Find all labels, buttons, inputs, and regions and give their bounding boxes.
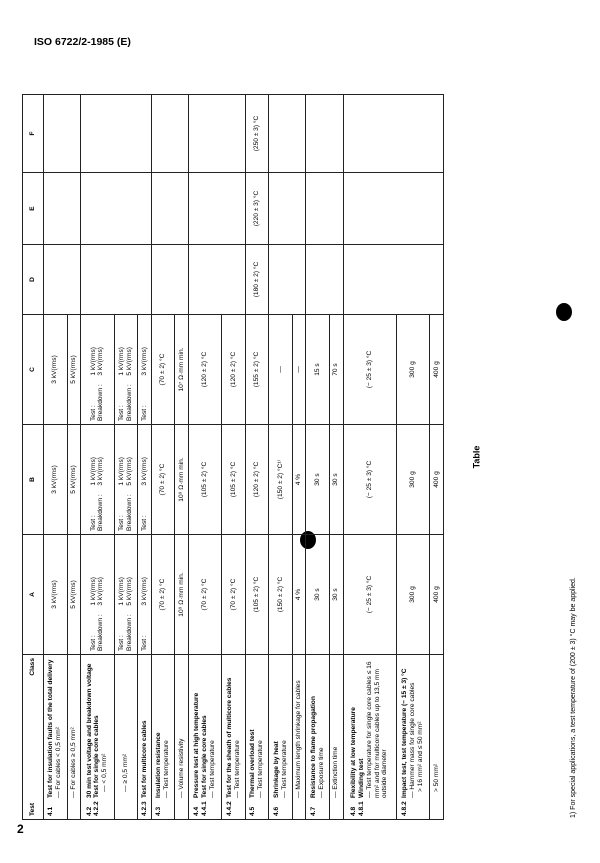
cell-b: 400 g [430, 425, 444, 535]
cell-d [343, 245, 443, 315]
requirements-table [22, 94, 444, 820]
table-row [343, 95, 396, 820]
cell-f [269, 95, 306, 173]
cell-a: 30 s [329, 535, 343, 655]
cell-c: (70 ± 2) °C [151, 315, 175, 425]
cell-a: (150 ± 2) °C [269, 535, 293, 655]
cell-a: Test :3 kV(rms) [138, 535, 152, 655]
table-row [44, 95, 68, 820]
cell-c: 300 g [396, 315, 429, 425]
column-header-e: E [23, 173, 44, 245]
table-footnote: 1) For special applications, a test temperature of (200 ± 3) °C may be applied. [570, 577, 577, 818]
row-label: 4.4Pressure test at high temperature 4.4.1Test for single core cables — Test temperature [188, 655, 221, 820]
cell-c: Test :1 kV(rms) Breakdown :5 kV(rms) [114, 315, 138, 425]
row-label: 4.6Shrinkage by heat — Test temperature [269, 655, 293, 820]
column-header-test: Test Class [23, 655, 44, 820]
cell-b: (70 ± 2) °C [151, 425, 175, 535]
cell-b: (120 ± 2) °C [245, 425, 269, 535]
cell-b: 30 s [329, 425, 343, 535]
cell-a: 3 kV(rms) [44, 535, 68, 655]
table-row [269, 95, 293, 820]
rotated-table-container [22, 95, 444, 820]
cell-d [44, 245, 81, 315]
cell-c: Test :3 kV(rms) [138, 315, 152, 425]
cell-c: Test :1 kV(rms) Breakdown :3 kV(rms) [81, 315, 114, 425]
table-row [81, 95, 114, 820]
cell-d: (180 ± 2) °C [245, 245, 269, 315]
table-title: Table [471, 445, 482, 469]
cell-c: 5 kV(rms) [67, 315, 81, 425]
cell-e [306, 173, 343, 245]
cell-b: 300 g [396, 425, 429, 535]
cell-e [269, 173, 306, 245]
cell-a: (105 ± 2) °C [245, 535, 269, 655]
cell-f [188, 95, 245, 173]
row-label: — For cables ≥ 0,5 mm² [67, 655, 81, 820]
cell-a: 300 g [396, 535, 429, 655]
row-label: 4.2.3Test for multicore cables [138, 655, 152, 820]
cell-d [306, 245, 343, 315]
column-header-b: B [23, 425, 44, 535]
table-row [245, 95, 269, 820]
cell-c: 15 s [306, 315, 330, 425]
cell-b: Test :3 kV(rms) [138, 425, 152, 535]
cell-a: (70 ± 2) °C [151, 535, 175, 655]
row-label: 4.8Flexibility at low temperature 4.8.1Winding test — Test temperature for single core cables ≤ 16 mm² and for multicore cables up to 13,5 mm outside diameter [343, 655, 396, 820]
cell-a: 10⁹ Ω·mm min. [175, 535, 189, 655]
cell-f [81, 95, 152, 173]
cell-b: 3 kV(rms) [44, 425, 68, 535]
cell-b: 30 s [306, 425, 330, 535]
cell-f: (250 ± 3) °C [245, 95, 269, 173]
cell-d [188, 245, 245, 315]
cell-c: 400 g [430, 315, 444, 425]
cell-a: 400 g [430, 535, 444, 655]
cell-e [151, 173, 188, 245]
cell-b: Test :1 kV(rms) Breakdown :3 kV(rms) [81, 425, 114, 535]
cell-f [343, 95, 443, 173]
cell-e [188, 173, 245, 245]
cell-b: (− 25 ± 3) °C [343, 425, 396, 535]
column-header-f: F [23, 95, 44, 173]
cell-a: (70 ± 2) °C [222, 535, 246, 655]
cell-b: (105 ± 2) °C [188, 425, 221, 535]
row-label: — Maximum length shrinkage for cables [292, 655, 306, 820]
cell-d [269, 245, 306, 315]
cell-c: (120 ± 2) °C [188, 315, 221, 425]
cell-e [44, 173, 81, 245]
document-header: ISO 6722/2-1985 (E) [34, 36, 131, 48]
column-header-d: D [23, 245, 44, 315]
table-row [188, 95, 221, 820]
cell-b: (150 ± 2) °C¹⁾ [269, 425, 293, 535]
row-label: 4.8.2Impact test, test temperature (− 15 ± 3) °C — Hammer mass for single core cables > 16 mm² and ≤ 50 mm² [396, 655, 429, 820]
cell-a: (− 25 ± 3) °C [343, 535, 396, 655]
row-label: 4.4.2Test for the sheath of multicore cables — Test temperature [222, 655, 246, 820]
cell-c: (− 25 ± 3) °C [343, 315, 396, 425]
cell-b: 4 % [292, 425, 306, 535]
cell-a: (70 ± 2) °C [188, 535, 221, 655]
cell-b: 5 kV(rms) [67, 425, 81, 535]
cell-f [44, 95, 81, 173]
cell-a: 4 % [292, 535, 306, 655]
punch-hole-mark [556, 303, 572, 321]
cell-b: Test :1 kV(rms) Breakdown :5 kV(rms) [114, 425, 138, 535]
row-label: — Volume resistivity [175, 655, 189, 820]
cell-e: (220 ± 3) °C [245, 173, 269, 245]
cell-a: Test :1 kV(rms) Breakdown :5 kV(rms) [114, 535, 138, 655]
row-label: 4.5Thermal overload test — Test temperature [245, 655, 269, 820]
row-label: — ≥ 0,5 mm² [114, 655, 138, 820]
column-header-c: C [23, 315, 44, 425]
cell-c: (120 ± 2) °C [222, 315, 246, 425]
cell-a: 5 kV(rms) [67, 535, 81, 655]
column-header-a: A [23, 535, 44, 655]
row-label: 4.7Resistance to flame propagation — Exposure time [306, 655, 330, 820]
cell-c: — [269, 315, 293, 425]
cell-f [151, 95, 188, 173]
row-label: — Extinction time [329, 655, 343, 820]
row-label: 4.1Test for insulation faults of the total delivery — For cables < 0,5 mm² [44, 655, 68, 820]
cell-e [81, 173, 152, 245]
row-label: 4.230 min test voltage and breakdown voltage 4.2.2Test for single core cables — < 0,5 mm² [81, 655, 114, 820]
cell-c: — [292, 315, 306, 425]
row-label: > 50 mm² [430, 655, 444, 820]
cell-a: 30 s [306, 535, 330, 655]
page-number: 2 [17, 822, 24, 836]
cell-b: 10⁹ Ω·mm min. [175, 425, 189, 535]
cell-c: 70 s [329, 315, 343, 425]
table-row [151, 95, 175, 820]
cell-c: (155 ± 2) °C [245, 315, 269, 425]
cell-d [151, 245, 188, 315]
table-header-row [23, 95, 44, 820]
cell-a: Test :1 kV(rms) Breakdown :3 kV(rms) [81, 535, 114, 655]
cell-e [343, 173, 443, 245]
table-row [306, 95, 330, 820]
row-label: 4.3Insulation resistance — Test temperature [151, 655, 175, 820]
cell-f [306, 95, 343, 173]
cell-c: 3 kV(rms) [44, 315, 68, 425]
cell-b: (105 ± 2) °C [222, 425, 246, 535]
cell-c: 10⁷ Ω·mm min. [175, 315, 189, 425]
cell-d [81, 245, 152, 315]
